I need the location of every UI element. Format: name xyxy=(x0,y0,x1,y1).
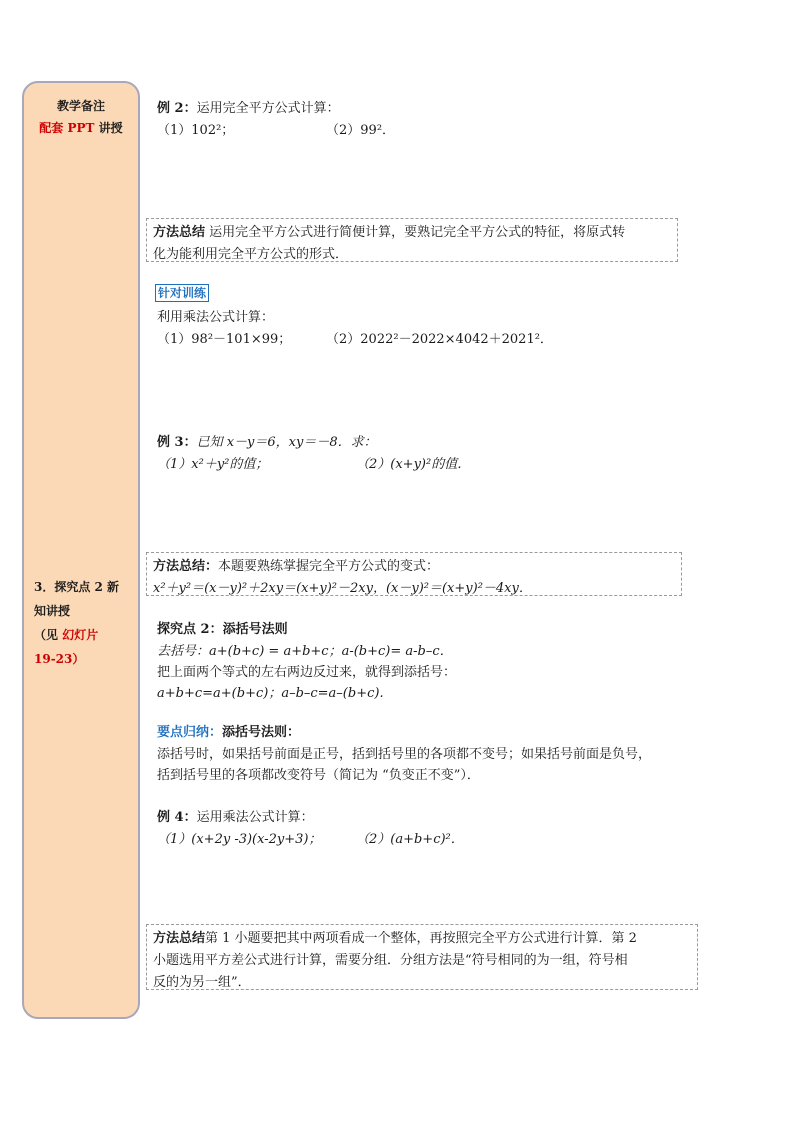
keypoint-label: 要点归纳： xyxy=(157,725,223,740)
method3-line2: 小题选用平方差公式进行计算，需要分组．分组方法是“符号相同的为一组，符号相 xyxy=(153,953,628,968)
section-line4: 19-23） xyxy=(34,652,85,666)
example4-text: 运用乘法公式计算： xyxy=(196,810,314,825)
keypoint-line1: 添括号时，如果括号前面是正号，括到括号里的各项都不变号；如果括号前面是负号， xyxy=(157,747,652,762)
method-summary-1 xyxy=(146,218,678,262)
method2-line1 xyxy=(153,556,675,578)
method2-text1: 本题要熟练掌握完全平方公式的变式： xyxy=(218,559,440,574)
method2-line2: x²＋y²＝(x－y)²＋2xy＝(x+y)²－2xy，(x－y)²＝(x+y)²－4xy． xyxy=(153,581,532,596)
keypoint-heading xyxy=(157,721,300,740)
training-q1: （1）98²－101×99； xyxy=(157,332,292,347)
method1-line2: 化为能利用完全平方公式的形式． xyxy=(153,247,349,262)
sidebar-title: 教学备注 xyxy=(56,99,105,113)
explore-title: 探究点 2：添括号法则 xyxy=(157,622,288,637)
example2-heading xyxy=(157,97,340,116)
method3-text1: 第 1 小题要把其中两项看成一个整体，再按照完全平方公式进行计算．第 2 xyxy=(205,931,637,946)
example2-label: 例 2： xyxy=(157,101,197,116)
example4-q1: （1）(x+2y -3)(x-2y+3)； xyxy=(157,832,322,847)
sidebar-sub-ppt: PPT xyxy=(67,121,95,135)
section-line1: 3．探究点 2 新 xyxy=(34,580,120,594)
section-line2: 知讲授 xyxy=(34,604,71,618)
keypoint-line2: 括到括号里的各项都改变符号（简记为 “负变正不变”）． xyxy=(157,768,480,783)
keypoint-title: 添括号法则： xyxy=(222,725,301,740)
method1-label: 方法总结 xyxy=(153,225,206,240)
training-q2: （2）2022²－2022×4042＋2021²． xyxy=(326,332,553,347)
example4-heading xyxy=(157,806,314,825)
example2-q1: （1）102²； xyxy=(157,123,235,138)
explore-line3: a+b+c=a+(b+c)；a–b–c=a–(b+c). xyxy=(157,686,384,701)
method1-line1 xyxy=(153,222,671,244)
example3-text: 已知 x－y＝6，xy＝－8．求： xyxy=(196,435,377,450)
example3-q2: （2）(x+y)²的值． xyxy=(356,457,471,472)
explore-line1: 去括号：a+(b+c) = a+b+c；a-(b+c)= a-b–c． xyxy=(157,644,453,659)
method1-text1: 运用完全平方公式进行简便计算，要熟记完全平方公式的特征，将原式转 xyxy=(205,225,626,240)
method3-line1 xyxy=(153,928,691,950)
training-text: 利用乘法公式计算： xyxy=(157,310,275,325)
example3-label: 例 3： xyxy=(157,435,197,450)
sidebar-sub-red: 配套 xyxy=(39,121,64,135)
example3-q1: （1）x²＋y²的值； xyxy=(157,457,269,472)
sidebar-sub-tail: 讲授 xyxy=(98,121,123,135)
method3-label: 方法总结 xyxy=(153,931,206,946)
example2-text: 运用完全平方公式计算： xyxy=(196,101,340,116)
training-tag: 针对训练 xyxy=(155,284,209,302)
example4-q2: （2）(a+b+c)²． xyxy=(356,832,464,847)
method-summary-3 xyxy=(146,924,698,990)
example4-label: 例 4： xyxy=(157,810,197,825)
section-line3-a: （见 xyxy=(34,628,59,642)
method-summary-2 xyxy=(146,552,682,596)
example2-q2: （2）99²． xyxy=(326,123,396,138)
explore-line2: 把上面两个等式的左右两边反过来，就得到添括号： xyxy=(157,665,457,680)
method3-line3: 反的为另一组”． xyxy=(153,975,251,990)
method2-label: 方法总结： xyxy=(153,559,219,574)
section-line3-b: 幻灯片 xyxy=(62,628,99,642)
example3-heading xyxy=(157,431,377,450)
